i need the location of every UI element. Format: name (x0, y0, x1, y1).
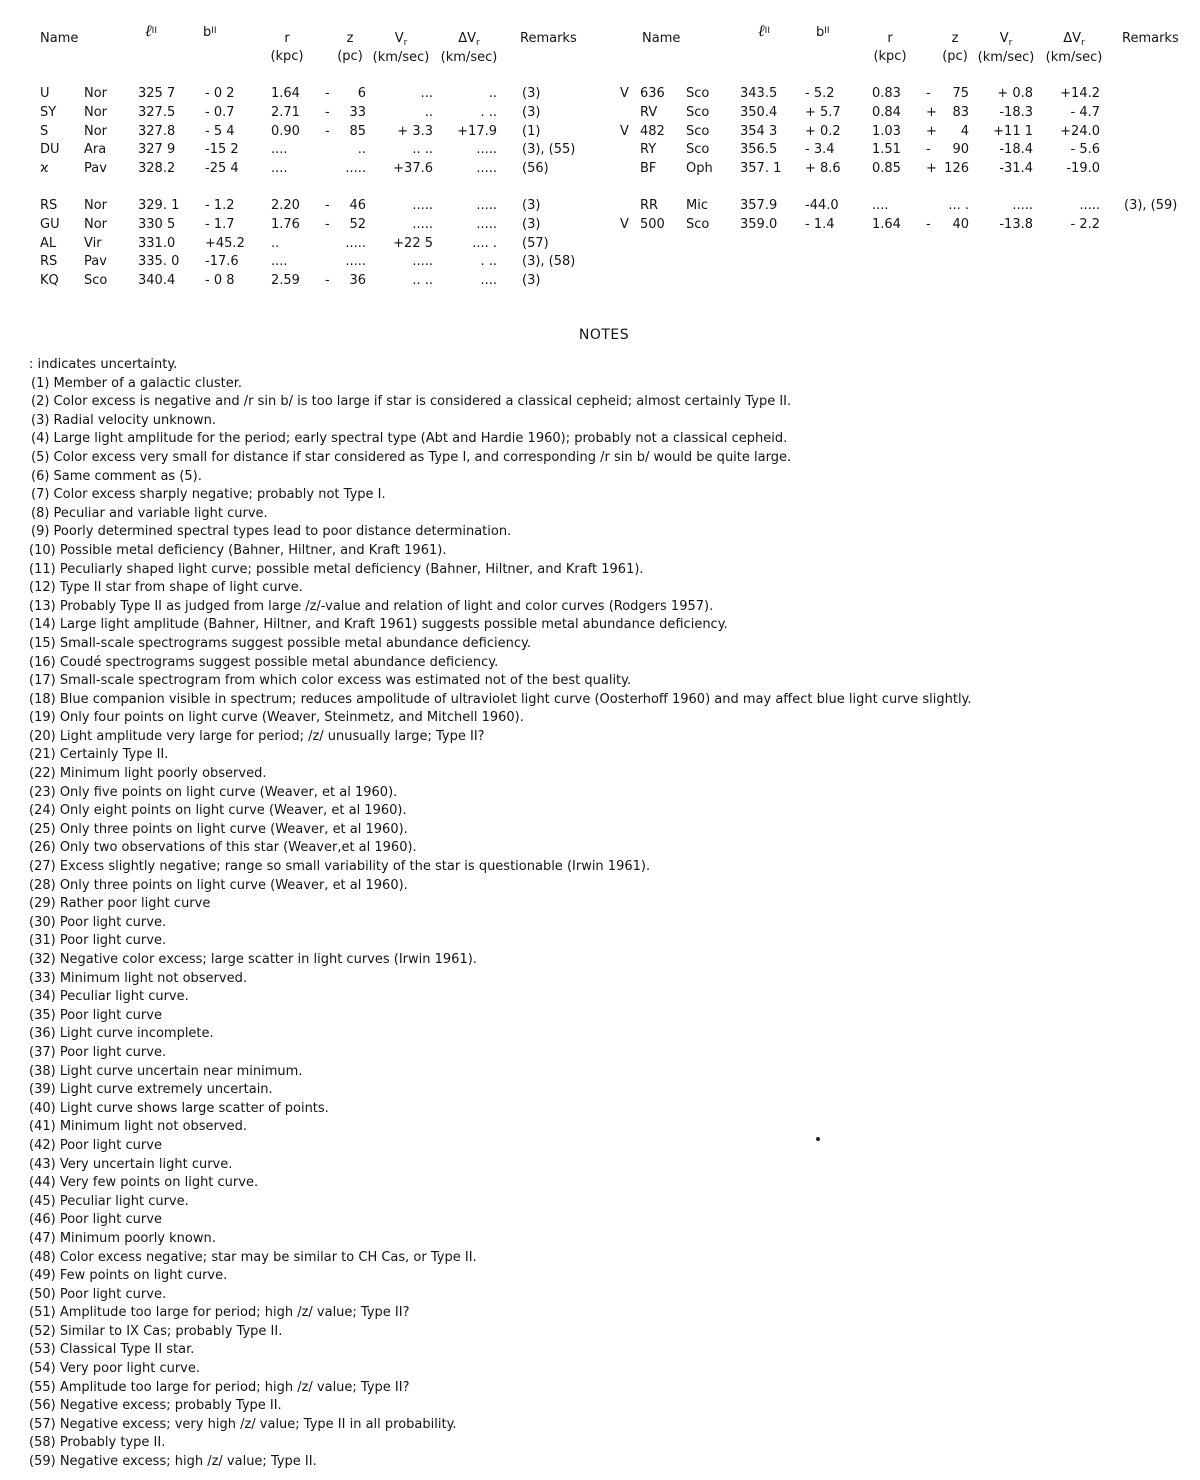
cell-l: 350.4 (740, 104, 778, 120)
table-row (0, 215, 600, 234)
cell-dvr: . .. (480, 254, 497, 270)
cell-b: - 1.4 (805, 216, 835, 232)
cell-l: 327.8 (138, 123, 176, 139)
cell-vr: ..... (412, 254, 433, 270)
note-item: (5) Color excess very small for distance if star considered as Type I, and corresponding /r sin b/ would be quite large. (31, 449, 792, 465)
cell-r: 1.64 (271, 86, 300, 101)
cell-l: 357.9 (740, 198, 778, 213)
cell-dvr: ..... (476, 198, 497, 213)
note-item: (31) Poor light curve. (29, 933, 167, 949)
cell-rem: (3), (58) (522, 254, 576, 270)
note-item: (28) Only three points on light curve (Weaver, et al 1960). (29, 877, 408, 893)
note-item: (16) Coudé spectrograms suggest possible metal abundance deficiency. (29, 654, 499, 670)
cell-rem: (1) (522, 123, 541, 139)
cell-z: 52 (349, 216, 366, 232)
cell-l: 359.0 (740, 216, 778, 232)
note-item: (7) Color excess sharply negative; probably not Type I. (31, 487, 386, 503)
note-item: (2) Color excess is negative and /r sin b/ is too large if star is considered a classical cepheid; almost certainly Type II. (31, 394, 792, 410)
cell-b: - 5 4 (205, 123, 235, 139)
col-header-remarks: Remarks (1122, 31, 1179, 46)
cell-vr: ..... (412, 216, 433, 232)
table-row (0, 196, 600, 215)
cell-const: Sco (84, 273, 108, 289)
cell-r: 1.64 (872, 216, 901, 232)
note-item: (42) Poor light curve (29, 1137, 162, 1153)
cell-vr: .. .. (412, 142, 433, 158)
cell-const: Sco (686, 104, 710, 120)
cell-const: Pav (84, 254, 107, 270)
col-header-l: ℓ$^{II}$ (145, 21, 157, 40)
cell-star: RV (640, 104, 658, 120)
cell-zs: + (926, 123, 937, 139)
cell-b: +45.2 (205, 235, 245, 251)
cell-zs: - (325, 104, 330, 120)
cell-const: Nor (84, 86, 108, 101)
cell-dvr: .. (488, 86, 497, 101)
cell-dvr: .... (480, 273, 497, 289)
table-row (600, 122, 1200, 141)
cell-star: KQ (40, 273, 59, 289)
note-item: (50) Poor light curve. (29, 1286, 167, 1302)
cell-dvr: . .. (480, 104, 497, 120)
note-item: (47) Minimum poorly known. (29, 1230, 216, 1246)
table-row (0, 271, 600, 290)
cell-b: - 5.2 (805, 86, 835, 101)
cell-vr: -18.3 (999, 104, 1033, 120)
cell-star: U (40, 86, 50, 101)
cell-b: - 0 8 (205, 273, 235, 289)
note-item: (10) Possible metal deficiency (Bahner, Hiltner, and Kraft 1961). (29, 542, 447, 558)
cell-z: ..... (345, 161, 366, 177)
cell-const: Nor (84, 198, 108, 213)
table-row (600, 215, 1200, 234)
cell-z: 6 (357, 86, 366, 101)
cell-dvr: +14.2 (1060, 86, 1100, 101)
col-header-dvr: $\Delta V_r$ (km/sec) (1045, 31, 1103, 65)
cell-r: 0.85 (872, 161, 901, 177)
note-item: (29) Rather poor light curve (29, 896, 211, 912)
cell-vr: +37.6 (393, 161, 433, 177)
cell-l: 330 5 (138, 216, 176, 232)
cell-z: 83 (952, 104, 969, 120)
cell-zs: - (325, 216, 330, 232)
table-row (600, 196, 1200, 215)
notes-list (31, 356, 1181, 1472)
cell-star: ϰ (40, 161, 49, 177)
note-item: (25) Only three points on light curve (Weaver, et al 1960). (29, 821, 408, 837)
cell-z: 46 (349, 198, 366, 213)
note-item: (8) Peculiar and variable light curve. (31, 505, 268, 521)
cell-b: - 1.2 (205, 198, 235, 213)
cell-dvr: - 5.6 (1070, 142, 1100, 158)
cell-const: Nor (84, 123, 108, 139)
cell-r: 1.76 (271, 216, 300, 232)
note-item: : indicates uncertainty. (29, 357, 178, 372)
note-item: (6) Same comment as (5). (31, 468, 202, 484)
cell-const: Sco (686, 216, 710, 232)
cell-prefix: V (620, 216, 629, 232)
cell-l: 325 7 (138, 86, 176, 101)
note-item: (23) Only five points on light curve (Weaver, et al 1960). (29, 784, 398, 800)
note-item: (38) Light curve uncertain near minimum. (29, 1063, 303, 1079)
cell-l: 335. 0 (138, 254, 180, 270)
col-header-l: ℓ$^{II}$ (758, 21, 770, 40)
cell-l: 329. 1 (138, 198, 180, 213)
note-item: (34) Peculiar light curve. (29, 989, 189, 1005)
cell-prefix: V (620, 123, 629, 139)
table-header (600, 0, 1200, 80)
cell-const: Sco (686, 142, 710, 158)
cell-zs: - (926, 216, 931, 232)
cell-zs: - (325, 123, 330, 139)
col-header-z: z (pc) (337, 31, 363, 64)
note-item: (33) Minimum light not observed. (29, 970, 247, 986)
cell-r: 0.83 (872, 86, 901, 101)
cell-star: RS (40, 198, 58, 213)
note-item: (49) Few points on light curve. (29, 1268, 228, 1284)
note-item: (51) Amplitude too large for period; high /z/ value; Type II? (29, 1305, 410, 1321)
cell-star: 482 (640, 123, 665, 139)
cell-star: 636 (640, 86, 665, 101)
cell-dvr: ..... (1079, 198, 1100, 213)
cell-l: 327 9 (138, 142, 176, 158)
note-item: (18) Blue companion visible in spectrum; reduces ampolitude of ultraviolet light curve (Oosterhoff 1960) and may affect blue light curve slightly. (29, 691, 972, 707)
cell-dvr: -19.0 (1066, 161, 1100, 177)
cell-star: S (40, 123, 49, 139)
cell-vr: ..... (1012, 198, 1033, 213)
cell-const: Pav (84, 161, 107, 177)
cell-b: + 5.7 (805, 104, 841, 120)
cell-const: Sco (686, 86, 710, 101)
cell-l: 357. 1 (740, 161, 782, 177)
cell-r: 2.71 (271, 104, 300, 120)
table-row (0, 103, 600, 122)
cell-const: Sco (686, 123, 710, 139)
note-item: (40) Light curve shows large scatter of points. (29, 1100, 329, 1116)
table-row (0, 84, 600, 103)
cell-l: 328.2 (138, 161, 176, 177)
cell-r: .... (872, 198, 889, 213)
cell-b: -17.6 (205, 254, 239, 270)
cell-dvr: +24.0 (1060, 123, 1100, 139)
cell-b: -44.0 (805, 198, 839, 213)
col-header-vr: $V_r$ (km/sec) (372, 31, 430, 65)
cell-const: Oph (686, 161, 713, 177)
cell-vr: .. (424, 104, 433, 120)
table-row (0, 252, 600, 271)
table-row (600, 103, 1200, 122)
cell-vr: +11 1 (993, 123, 1033, 139)
note-item: (24) Only eight points on light curve (Weaver, et al 1960). (29, 803, 407, 819)
cell-vr: -18.4 (999, 142, 1033, 158)
cell-dvr: .... . (472, 235, 497, 251)
cell-l: 327.5 (138, 104, 176, 120)
cell-rem: (3), (59) (1124, 198, 1178, 213)
col-header-b: $b^{II}$ (203, 25, 217, 40)
note-item: (58) Probably type II. (29, 1435, 166, 1451)
note-item: (1) Member of a galactic cluster. (31, 375, 242, 391)
col-header-r: r (kpc) (270, 31, 304, 64)
note-item: (44) Very few points on light curve. (29, 1175, 259, 1191)
note-item: (20) Light amplitude very large for period; /z/ unusually large; Type II? (29, 728, 485, 744)
cell-rem: (3) (522, 198, 541, 213)
cell-l: 343.5 (740, 86, 778, 101)
cell-star: DU (40, 142, 60, 158)
cell-r: 2.20 (271, 198, 300, 213)
note-item: (39) Light curve extremely uncertain. (29, 1082, 273, 1098)
note-item: (41) Minimum light not observed. (29, 1119, 247, 1135)
cell-b: -15 2 (205, 142, 239, 158)
cell-b: - 0 2 (205, 86, 235, 101)
cell-z: 33 (349, 104, 366, 120)
table-row (0, 140, 600, 159)
cell-l: 331.0 (138, 235, 176, 251)
cell-const: Nor (84, 216, 108, 232)
cell-b: + 0.2 (805, 123, 841, 139)
cell-star: RS (40, 254, 58, 270)
cell-zs: - (325, 273, 330, 289)
cell-r: .... (271, 254, 288, 270)
cell-star: 500 (640, 216, 665, 232)
cell-const: Nor (84, 104, 108, 120)
col-header-r: r (kpc) (873, 31, 907, 64)
cell-dvr: ..... (476, 161, 497, 177)
cell-l: 354 3 (740, 123, 778, 139)
note-item: (19) Only four points on light curve (Weaver, Steinmetz, and Mitchell 1960). (29, 710, 524, 726)
cell-vr: + 3.3 (397, 123, 433, 139)
cell-r: .... (271, 161, 288, 177)
note-item: (36) Light curve incomplete. (29, 1026, 214, 1042)
cell-r: 2.59 (271, 273, 300, 289)
cell-const: Mic (686, 198, 708, 213)
cell-zs: - (926, 142, 931, 158)
cell-l: 356.5 (740, 142, 778, 158)
note-item: (21) Certainly Type II. (29, 747, 169, 763)
note-item: (45) Peculiar light curve. (29, 1193, 189, 1209)
cell-star: RY (640, 142, 657, 158)
cell-r: .. (271, 235, 280, 251)
note-item: (43) Very uncertain light curve. (29, 1156, 233, 1172)
cell-rem: (57) (522, 235, 549, 251)
col-header-name: Name (40, 31, 79, 46)
note-item: (4) Large light amplitude for the period; early spectral type (Abt and Hardie 1960); probably not a classical cepheid. (31, 431, 788, 447)
note-item: (12) Type II star from shape of light curve. (29, 580, 303, 596)
col-header-vr: $V_r$ (km/sec) (977, 31, 1035, 65)
cell-star: AL (40, 235, 57, 251)
note-item: (37) Poor light curve. (29, 1044, 167, 1060)
cell-vr: .. .. (412, 273, 433, 289)
note-item: (13) Probably Type II as judged from large /z/-value and relation of light and color curves (Rodgers 1957). (29, 598, 714, 614)
note-item: (46) Poor light curve (29, 1212, 162, 1228)
cell-r: 1.03 (872, 123, 901, 139)
note-item: (56) Negative excess; probably Type II. (29, 1398, 282, 1414)
col-header-name: Name (642, 31, 681, 46)
note-item: (14) Large light amplitude (Bahner, Hiltner, and Kraft 1961) suggests possible metal abundance deficiency. (29, 617, 728, 633)
cell-dvr: ..... (476, 216, 497, 232)
cell-prefix: V (620, 86, 629, 101)
cell-r: 0.90 (271, 123, 300, 139)
cell-zs: - (325, 86, 330, 101)
cell-vr: ..... (412, 198, 433, 213)
cell-star: GU (40, 216, 60, 232)
note-item: (22) Minimum light poorly observed. (29, 766, 267, 782)
table-header (0, 0, 600, 80)
note-item: (11) Peculiarly shaped light curve; possible metal deficiency (Bahner, Hiltner, and Kraft 1961). (29, 561, 644, 577)
table-row (0, 234, 600, 253)
note-item: (48) Color excess negative; star may be similar to CH Cas, or Type II. (29, 1249, 477, 1265)
cell-dvr: ..... (476, 142, 497, 158)
cell-z: 75 (952, 86, 969, 101)
cell-l: 340.4 (138, 273, 176, 289)
table-row (0, 122, 600, 141)
cell-star: SY (40, 104, 57, 120)
stray-dot (816, 1137, 820, 1141)
cell-zs: - (325, 198, 330, 213)
cell-z: 90 (952, 142, 969, 158)
cell-z: ..... (345, 254, 366, 270)
note-item: (30) Poor light curve. (29, 914, 167, 930)
cell-vr: ... (420, 86, 433, 101)
cell-const: Vir (84, 235, 102, 251)
note-item: (9) Poorly determined spectral types lead to poor distance determination. (31, 524, 512, 540)
cell-zs: + (926, 161, 937, 177)
note-item: (3) Radial velocity unknown. (31, 412, 216, 428)
cell-vr: + 0.8 (997, 86, 1033, 101)
table-right (600, 0, 1200, 300)
cell-star: BF (640, 161, 657, 177)
cell-rem: (3) (522, 86, 541, 101)
note-item: (35) Poor light curve (29, 1007, 162, 1023)
note-item: (32) Negative color excess; large scatter in light curves (Irwin 1961). (29, 952, 477, 967)
table-row (600, 140, 1200, 159)
cell-z: ..... (345, 235, 366, 251)
col-header-b: $b^{II}$ (816, 25, 830, 40)
note-item: (15) Small-scale spectrograms suggest possible metal abundance deficiency. (29, 635, 531, 651)
cell-vr: +22 5 (393, 235, 433, 251)
cell-r: .... (271, 142, 288, 158)
cell-b: -25 4 (205, 161, 239, 177)
cell-vr: -31.4 (999, 161, 1033, 177)
note-item: (57) Negative excess; very high /z/ value; Type II in all probability. (29, 1416, 457, 1432)
cell-z: .. (357, 142, 366, 158)
col-header-z: z (pc) (942, 31, 968, 64)
col-header-remarks: Remarks (520, 31, 577, 46)
cell-rem: (56) (522, 161, 549, 177)
cell-b: - 0.7 (205, 104, 235, 120)
cell-b: + 8.6 (805, 161, 841, 177)
note-item: (27) Excess slightly negative; range so small variability of the star is questionable (Irwin 1961). (29, 859, 651, 875)
note-item: (52) Similar to IX Cas; probably Type II. (29, 1323, 283, 1339)
cell-zs: + (926, 104, 937, 120)
cell-rem: (3) (522, 216, 541, 232)
cell-b: - 3.4 (805, 142, 835, 158)
cell-r: 0.84 (872, 104, 901, 120)
cell-dvr: +17.9 (457, 123, 497, 139)
cell-z: 126 (944, 161, 969, 177)
note-item: (54) Very poor light curve. (29, 1361, 201, 1377)
note-item: (17) Small-scale spectrogram from which color excess was estimated not of the best quality. (29, 673, 632, 689)
cell-const: Ara (84, 142, 107, 158)
cell-r: 1.51 (872, 142, 901, 158)
cell-b: - 1.7 (205, 216, 235, 232)
cell-z: ... . (948, 198, 969, 213)
cell-z: 36 (349, 273, 366, 289)
note-item: (26) Only two observations of this star (Weaver,et al 1960). (29, 840, 417, 856)
cell-rem: (3) (522, 273, 541, 289)
cell-z: 85 (349, 123, 366, 139)
table-row (600, 84, 1200, 103)
cell-rem: (3), (55) (522, 142, 576, 158)
cell-rem: (3) (522, 104, 541, 120)
cell-zs: - (926, 86, 931, 101)
col-header-dvr: $\Delta V_r$ (km/sec) (440, 31, 498, 65)
note-item: (55) Amplitude too large for period; high /z/ value; Type II? (29, 1379, 410, 1395)
note-item: (59) Negative excess; high /z/ value; Type II. (29, 1454, 317, 1470)
cell-z: 4 (960, 123, 969, 139)
cell-vr: -13.8 (999, 216, 1033, 232)
cell-dvr: - 4.7 (1070, 104, 1100, 120)
note-item: (53) Classical Type II star. (29, 1342, 195, 1358)
table-row (0, 159, 600, 178)
table-left (0, 0, 600, 300)
cell-dvr: - 2.2 (1070, 216, 1100, 232)
cell-z: 40 (952, 216, 969, 232)
cell-star: RR (640, 198, 659, 213)
table-row (600, 159, 1200, 178)
notes-title: NOTES (578, 327, 630, 343)
